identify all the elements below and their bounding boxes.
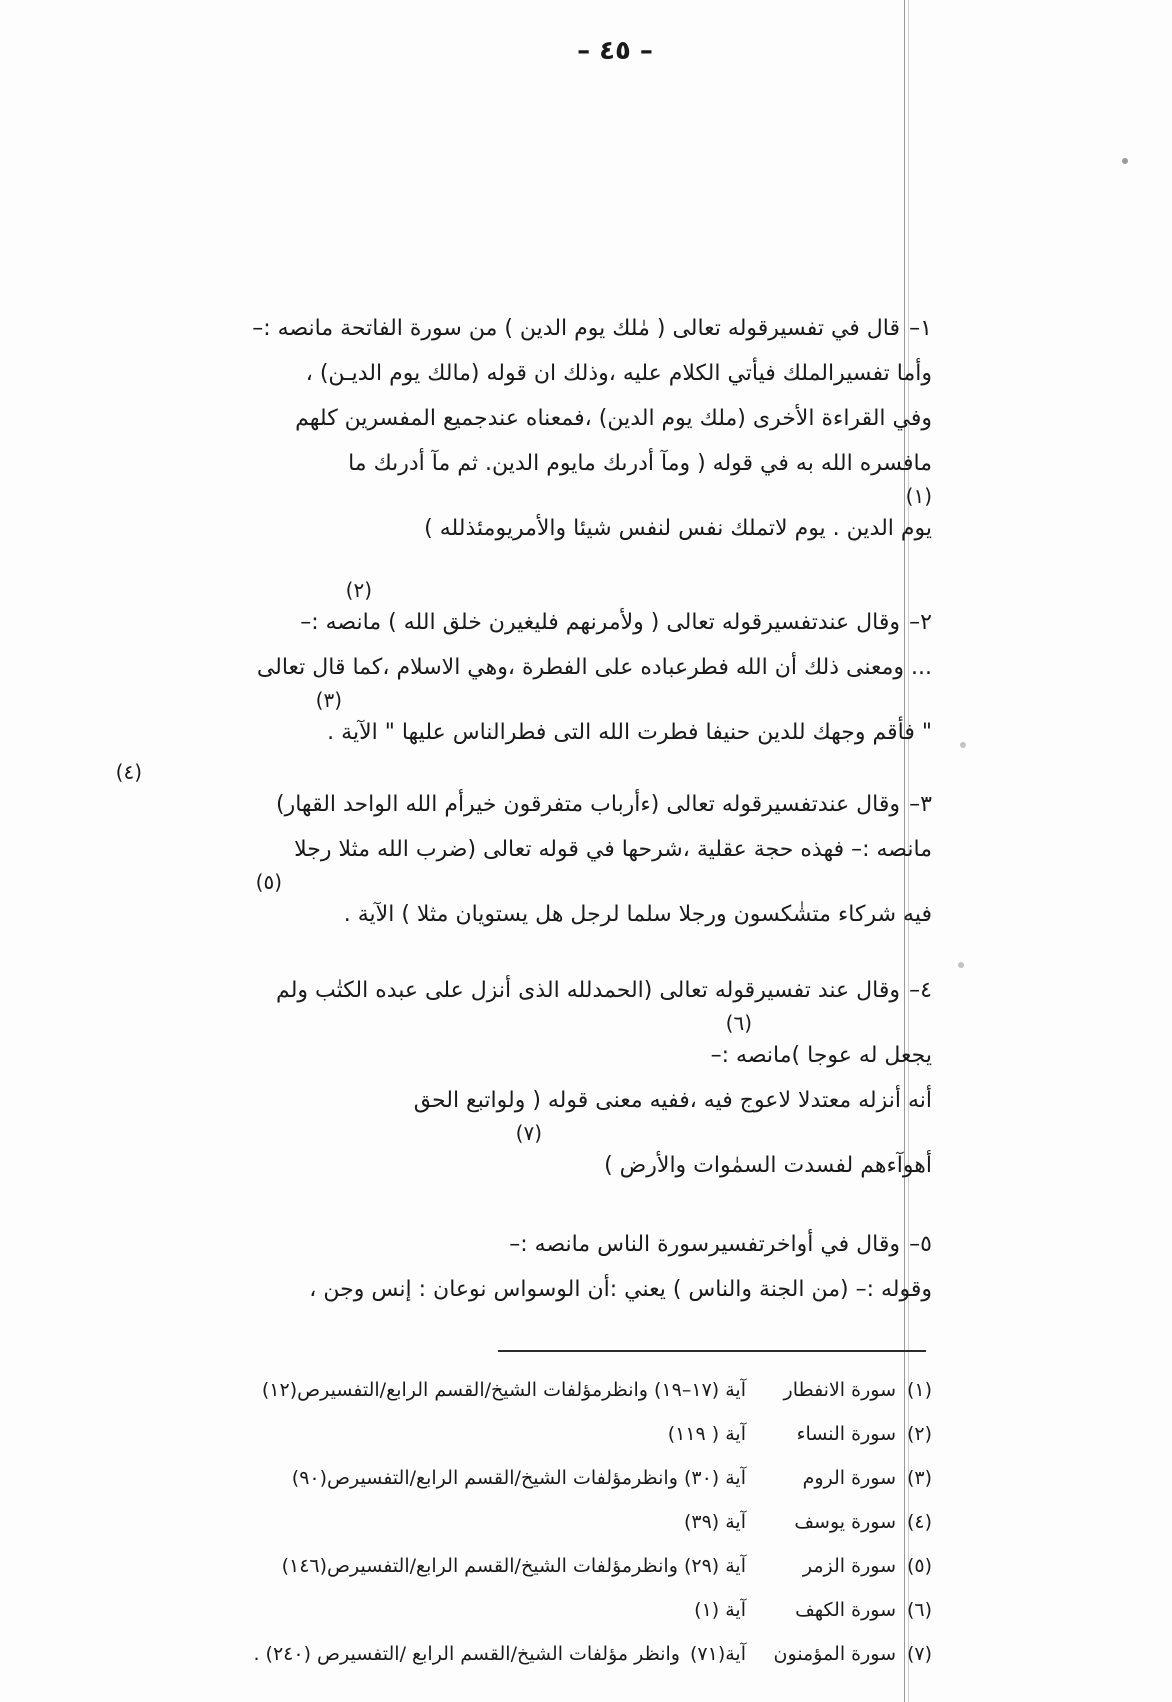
footnote-marker: (٦) bbox=[725, 1011, 752, 1035]
commentary-item-2 bbox=[92, 580, 932, 755]
footnote-item: (٦)سورة الكهفآية (١) bbox=[694, 1599, 932, 1621]
scan-speck bbox=[1122, 158, 1128, 164]
footnote-item: (٣)سورة الرومآية (٣٠) وانظرمؤلفات الشيخ/القسم الرابع/التفسيرص(٩٠) bbox=[291, 1467, 932, 1489]
footnote-marker: (٣) bbox=[315, 688, 342, 712]
item-line: ٤–وقال عند تفسيرقوله تعالى (الحمدلله الذى أنزل على عبده الكتٰب ولم bbox=[92, 968, 932, 1013]
item-number: ١– bbox=[909, 316, 932, 341]
footnote-separator bbox=[498, 1350, 926, 1352]
item-line: ٥–وقال في أواخرتفسيرسورة الناس مانصه :– bbox=[92, 1222, 932, 1267]
item-line: فيه شركاء متشٰكسون ورجلا سلما لرجل هل يستويان مثلا ) الآية . bbox=[343, 902, 932, 927]
commentary-item-5 bbox=[92, 1222, 932, 1312]
item-line: وفي القراءة الأخرى (ملك يوم الدين) ،فمعناه عندجميع المفسرين كلهم bbox=[295, 406, 932, 431]
page-number: – ٤٥ – bbox=[577, 36, 653, 66]
footnote-marker: (٢) bbox=[345, 578, 372, 602]
item-number: ٣– bbox=[909, 792, 932, 817]
scan-speck bbox=[960, 742, 966, 748]
item-line: ٢–وقال عندتفسيرقوله تعالى ( ولأمرنهم فليغيرن خلق الله ) مانصه :– bbox=[92, 600, 932, 645]
item-number: ٢– bbox=[909, 610, 932, 635]
footnote-item: (٥)سورة الزمرآية (٢٩) وانظرمؤلفات الشيخ/القسم الرابع/التفسيرص(١٤٦) bbox=[281, 1555, 932, 1577]
commentary-item-3 bbox=[92, 762, 932, 937]
item-line: " فأقم وجهك للدين حنيفا فطرت الله التى فطرالناس عليها " الآية . bbox=[327, 720, 932, 745]
footnote-item: (٧)سورة المؤمنونآية(٧١) وانظر مؤلفات الشيخ/القسم الرابع /التفسيرص (٢٤٠) . bbox=[253, 1643, 932, 1665]
item-line: أنه أنزله معتدلا لاعوج فيه ،ففيه معنى قوله ( ولواتبع الحق bbox=[413, 1088, 932, 1113]
item-line: مانصه :– فهذه حجة عقلية ،شرحها في قوله تعالى (ضرب الله مثلا رجلا bbox=[294, 837, 932, 862]
item-line: ١–قال في تفسيرقوله تعالى ( مٰلك يوم الدين ) من سورة الفاتحة مانصه :– bbox=[92, 306, 932, 351]
footnote-marker: (٥) bbox=[255, 870, 282, 894]
commentary-item-4 bbox=[92, 968, 932, 1188]
item-number: ٤– bbox=[909, 978, 932, 1003]
scan-speck bbox=[958, 962, 964, 968]
commentary-item-1 bbox=[92, 306, 932, 551]
footnote-item: (١)سورة الانفطارآية (١٧–١٩) وانظرمؤلفات الشيخ/القسم الرابع/التفسيرص(١٢) bbox=[261, 1379, 932, 1401]
footnote-item: (٢)سورة النساءآية ( ١١٩) bbox=[667, 1423, 932, 1445]
item-line: يوم الدين . يوم لاتملك نفس لنفس شيئا والأمريومئذلله ) bbox=[424, 516, 932, 541]
item-line: وقوله :– (من الجنة والناس ) يعني :أن الوسواس نوعان : إنس وجن ، bbox=[309, 1277, 932, 1302]
item-line: يجعل له عوجا )مانصه :– bbox=[710, 1043, 932, 1068]
item-line: وأما تفسيرالملك فيأتي الكلام عليه ،وذلك ان قوله (مالك يوم الديـن) ، bbox=[305, 361, 932, 386]
footnote-item: (٤)سورة يوسفآية (٣٩) bbox=[683, 1511, 932, 1533]
footnote-marker: (٧) bbox=[515, 1121, 542, 1145]
item-line: ٣–وقال عندتفسيرقوله تعالى (ءأرباب متفرقون خيرأم الله الواحد القهار) bbox=[92, 782, 932, 827]
footnotes-list bbox=[72, 1368, 932, 1676]
item-line: مافسره الله به في قوله ( ومآ أدرٮك مايوم الدين. ثم مآ أدرٮك ما bbox=[348, 451, 932, 476]
footnote-marker: (١) bbox=[905, 484, 932, 508]
item-line: ... ومعنى ذلك أن الله فطرعباده على الفطرة ،وهي الاسلام ،كما قال تعالى bbox=[256, 655, 932, 680]
footnote-marker: (٤) bbox=[115, 760, 142, 784]
item-line: أهوآءهم لفسدت السمٰوات والأرض ) bbox=[604, 1153, 932, 1178]
item-number: ٥– bbox=[909, 1232, 932, 1257]
